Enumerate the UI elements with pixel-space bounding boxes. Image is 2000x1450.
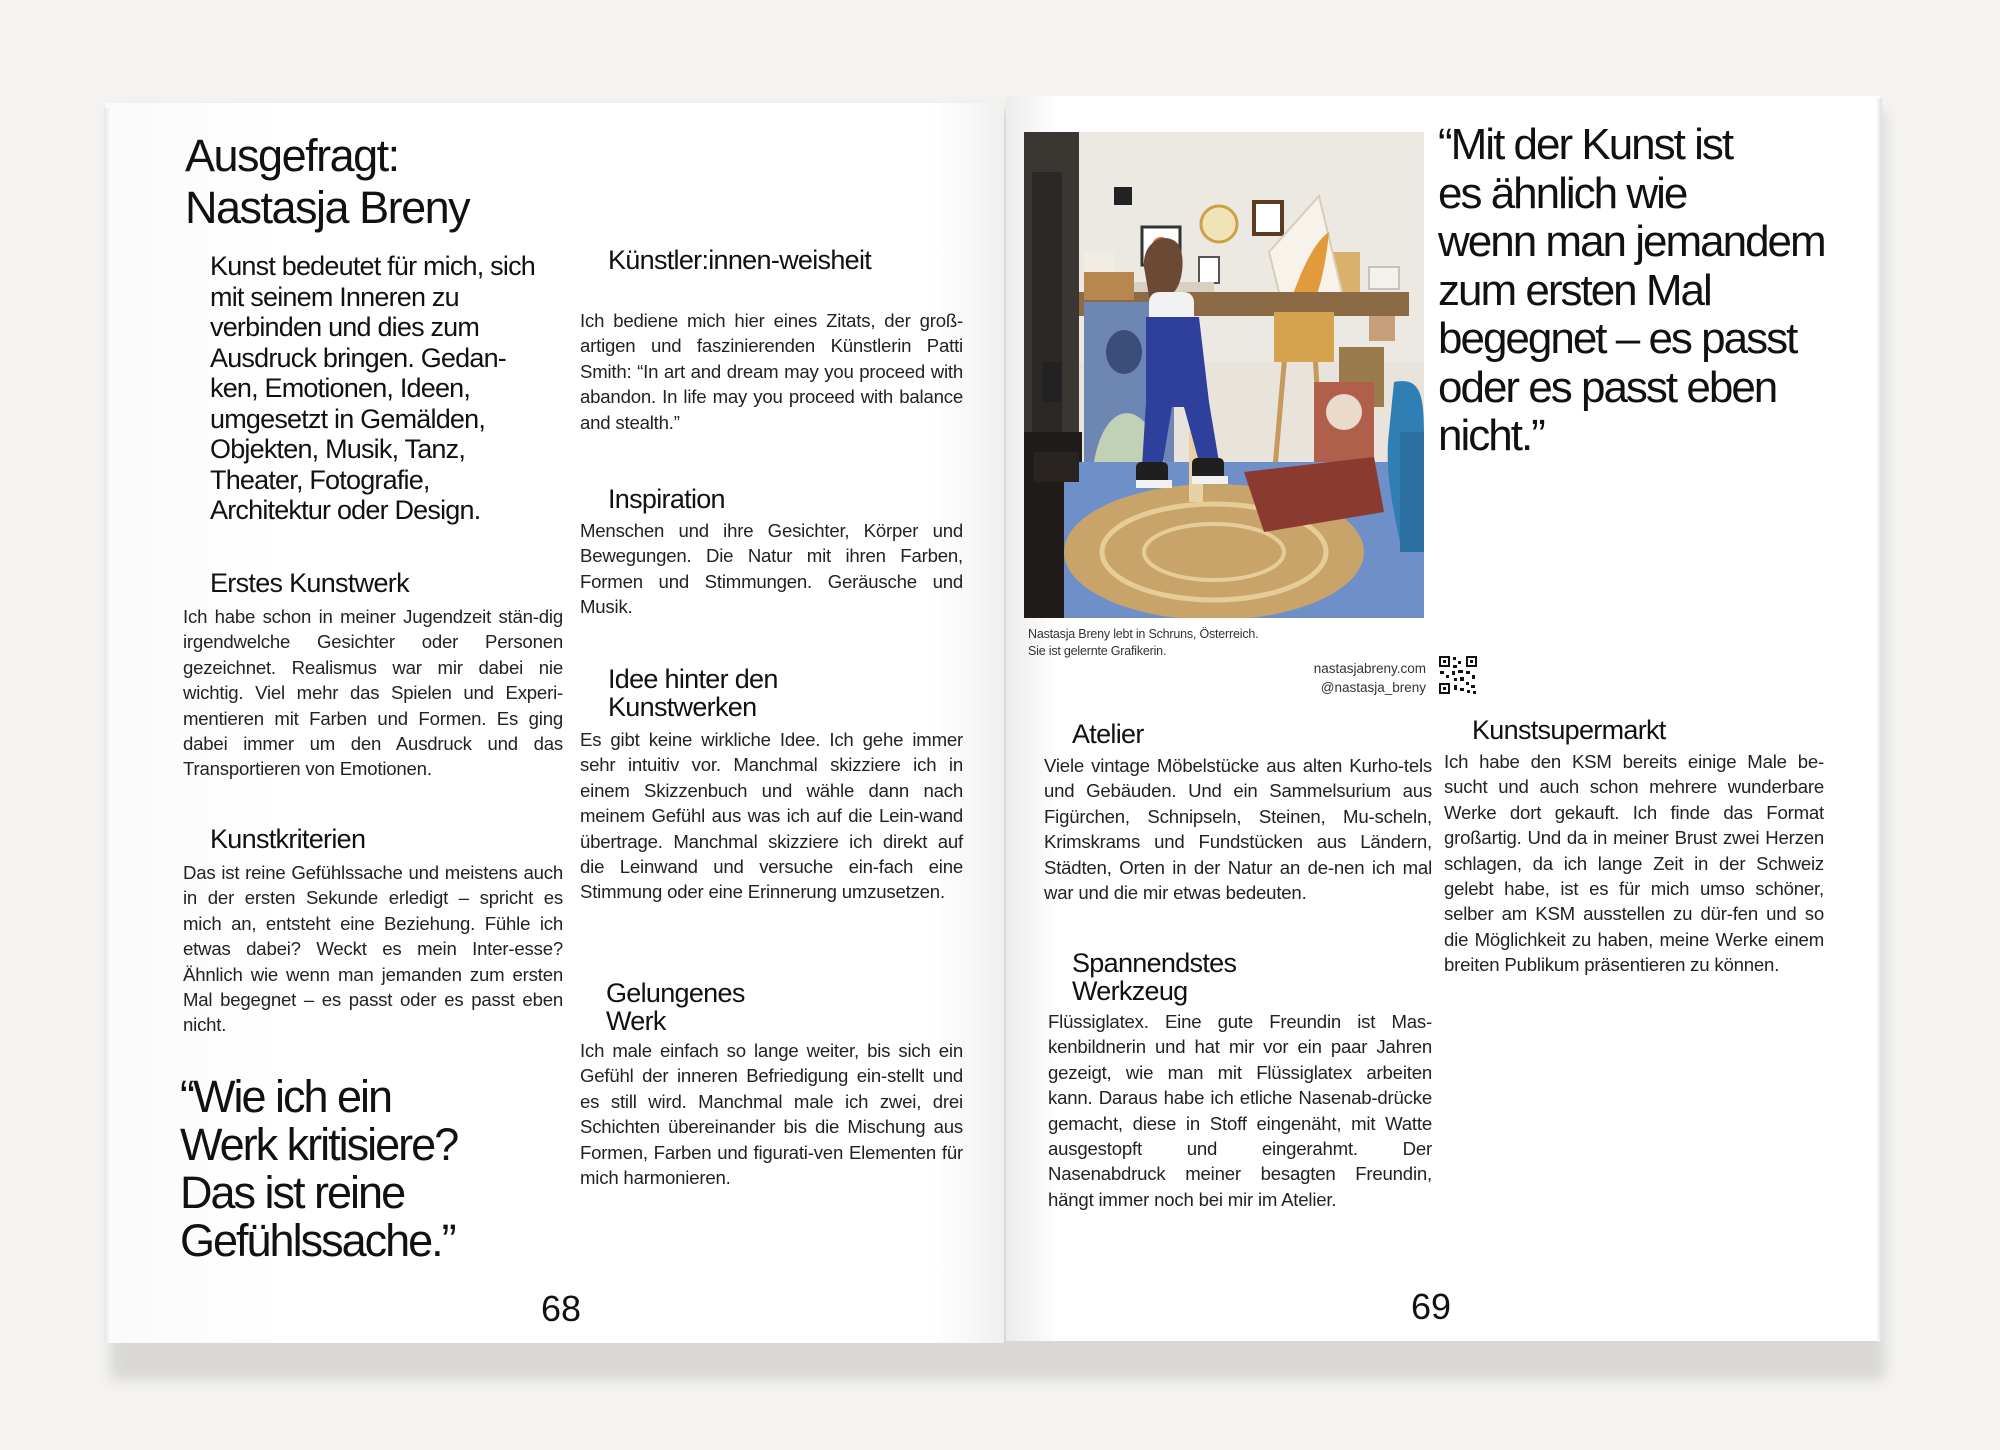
section-text: Das ist reine Gefühlssache und meistens auch in der ersten Sekunde erledigt – spricht es mich an, entsteht eine Beziehung. Fühle ich etwas dabei? Weckt es mein Inter-esse? Ähnlich wie wenn man jemanden zum ersten Mal begegnet – es passt oder es passt eben nicht. [183,862,563,1036]
artist-photo-image [1024,132,1424,618]
pull-quote-line: es ähnlich wie [1438,168,1687,218]
pull-quote-line: “Wie ich ein [180,1071,392,1122]
section-text: Flüssiglatex. Eine gute Freundin ist Mas-kenbildnerin und hat mir vor ein paar Jahren gezeigt, wie man mit Flüssiglatex arbeiten kann. Daraus habe ich etliche Nasenab-drücke gemacht, diese in Stoff eingenäht, mit Watte ausgestopft und eingerahmt. Der Nasenabdruck meiner besagten Freundin, hängt immer noch bei mir im Atelier. [1048,1011,1432,1210]
section-heading: Erstes Kunstwerk [210,568,409,598]
page-number: 68 [541,1288,582,1329]
section-text: Ich bediene mich hier eines Zitats, der groß-artigen und faszinierenden Künstlerin Patti Smith: “In art and dream may you proceed with abandon. In life may you proceed with balance and stealth.” [580,310,963,433]
pull-quote [180,1073,580,1265]
caption-line: Sie ist gelernte Grafikerin. [1028,644,1167,658]
pull-quote-line: Das ist reine [180,1167,405,1218]
pull-quote-line: nicht.” [1438,411,1544,460]
pull-quote [1438,121,1868,461]
page-title [185,130,585,234]
section-text: Ich male einfach so lange weiter, bis sich ein Gefühl der inneren Befriedigung ein-stellt und es still wird. Manchmal male ich zwei, drei Schichten übereinander bis die Mischung aus Formen, Farben und figurati-ven Elementen für mich harmonieren. [580,1040,963,1189]
pull-quote-line: wenn man jemandem [1438,217,1825,266]
qr-code-icon[interactable] [1438,655,1478,695]
right-page [1006,96,1880,1341]
section-heading: Kunstkriterien [210,824,366,854]
social-handle[interactable]: @nastasja_breny [1320,680,1426,695]
intro-text: Kunst bedeutet für mich, sich mit seinem Inneren zu verbinden und dies zum Ausdruck bringen. Gedan-ken, Emotionen, Ideen, umgesetzt in Gemälden, Objekten, Musik, Tanz, Theater, Fotografie, Architektur oder Design. [210,251,535,525]
section-text: Ich habe den KSM bereits einige Male be-sucht und auch schon mehrere wunderbare Werke dort gekauft. Ich finde das Format großartig. Und da in meiner Brust zwei Herzen schlagen, da ich lange Zeit in der Schweiz gelebt habe, ist es für mich umso schöner, selber am KSM ausstellen zu dür-fen und so die Möglichkeit zu haben, meine Werke einem breiten Publikum präsentieren zu können. [1444,751,1824,976]
artist-photo [1024,132,1424,618]
pull-quote-line: oder es passt eben [1438,362,1777,412]
section-heading: Atelier [1072,719,1144,749]
page-title-line: Nastasja Breny [185,182,470,233]
photo-caption [1028,626,1328,660]
pull-quote-line: “Mit der Kunst ist [1438,120,1733,169]
section-heading: Künstler:innen-weisheit [608,245,872,275]
left-page [106,103,1004,1343]
caption-line: Nastasja Breny lebt in Schruns, Österreich. [1028,627,1259,641]
website-link[interactable]: nastasjabreny.com [1313,661,1426,676]
section-text: Es gibt keine wirkliche Idee. Ich gehe immer sehr intuitiv vor. Manchmal skizziere ich in einem Skizzenbuch und wähle dann nach meinem Gefühl aus was ich auf die Lein-wand übertrage. Manchmal skizziere ich direkt auf die Leinwand und versuche ein-fach eine Stimmung oder eine Erinnerung umzusetzen. [580,729,963,903]
pull-quote-line: begegnet – es passt [1438,314,1797,363]
pull-quote-line: zum ersten Mal [1438,265,1711,315]
left-page-edge [104,108,112,1343]
right-page-edge [1876,98,1882,1340]
section-text: Viele vintage Möbelstücke aus alten Kurho-tels und Gebäuden. Und ein Sammelsurium aus Figürchen, Schnipseln, Steinen, Mu-scheln, Krimskrams und Fundstücken aus Ländern, Städten, Orten in der Natur an de-nen ich mal war und die mir etwas bedeuten. [1044,755,1432,904]
pull-quote-line: Werk kritisiere? [180,1119,458,1170]
section-heading: Kunstsupermarkt [1472,715,1666,745]
page-title-line: Ausgefragt: [185,130,399,181]
pull-quote-line: Gefühlssache.” [180,1215,455,1266]
section-text: Ich habe schon in meiner Jugendzeit stän-dig irgendwelche Gesichter oder Personen gezeichnet. Realismus war mir dabei nie wichtig. Viel mehr das Spielen und Experi-mentieren mit Farben und Formen. Es ging dabei immer um den Ausdruck und das Transportieren von Emotionen. [183,606,563,780]
page-number: 69 [1411,1286,1452,1327]
section-heading: Spannendstes Werkzeug [1072,948,1237,1006]
section-text: Menschen und ihre Gesichter, Körper und Bewegungen. Die Natur mit ihren Farben, Formen und Stimmungen. Geräusche und Musik. [580,520,963,618]
artist-links [1186,659,1426,697]
section-heading: Inspiration [608,484,725,514]
section-heading: Gelungenes Werk [606,978,745,1036]
section-heading: Idee hinter den Kunstwerken [608,664,778,722]
